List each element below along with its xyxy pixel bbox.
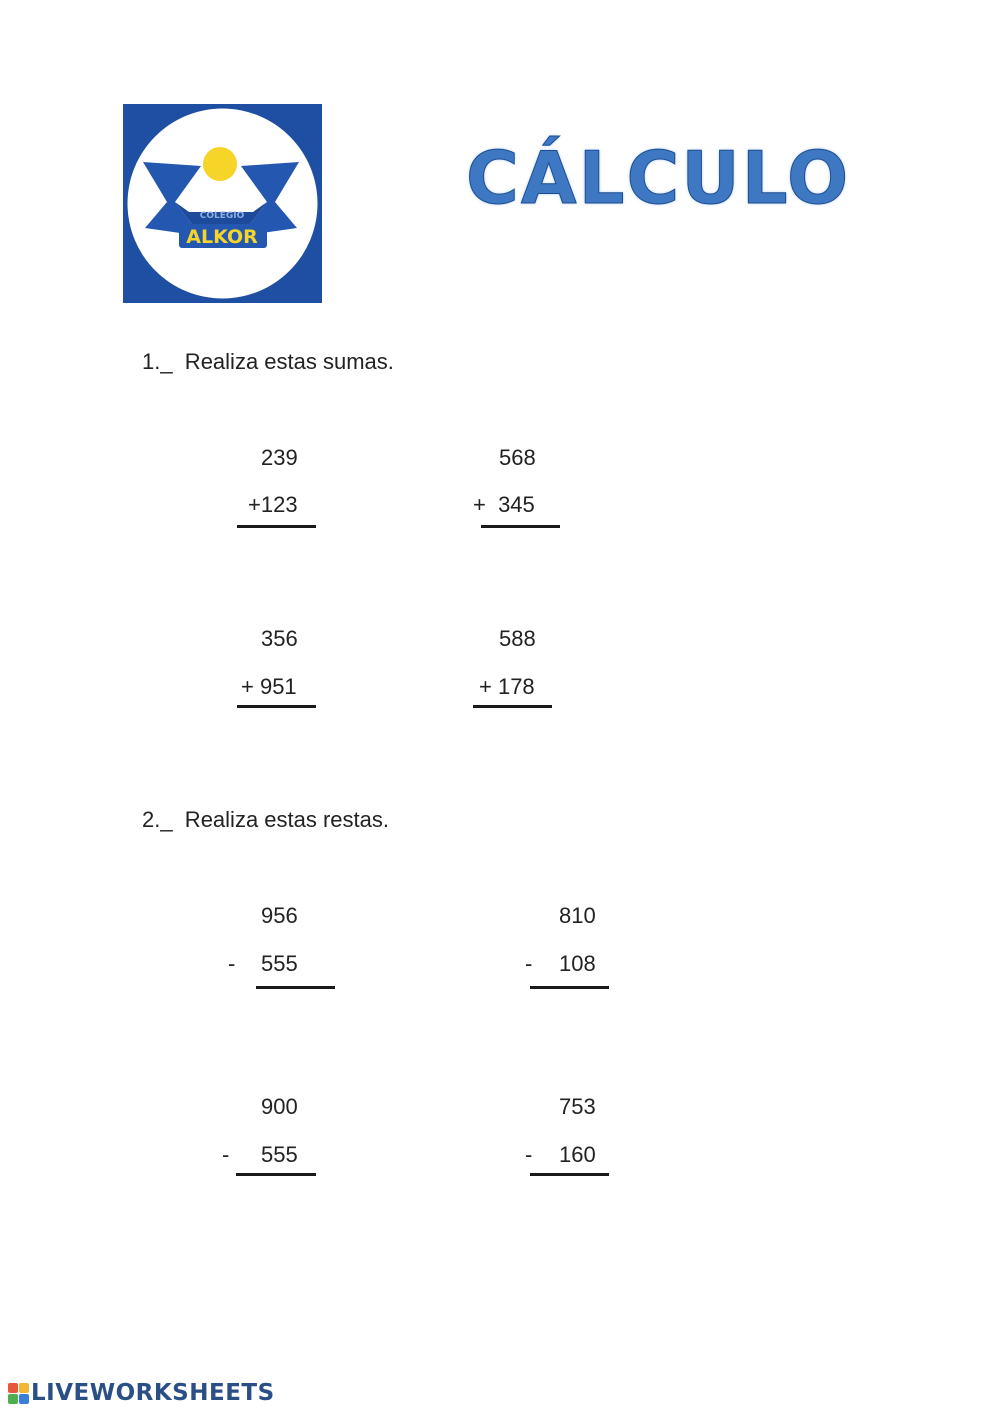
sub-3-operator: - [222, 1142, 230, 1167]
sum-3-answer-line [237, 705, 316, 708]
sum-2-top: 568 [499, 445, 536, 470]
sub-2-top: 810 [559, 903, 596, 928]
sun-icon [203, 147, 237, 181]
sub-1-top: 956 [261, 903, 298, 928]
sum-4-top: 588 [499, 626, 536, 651]
sub-3-bottom: 555 [261, 1142, 298, 1167]
instruction-sums: 1._ Realiza estas sumas. [142, 349, 394, 374]
instruction-subtractions: 2._ Realiza estas restas. [142, 807, 390, 832]
sub-1-answer-line [256, 986, 335, 989]
school-logo-graphic [123, 104, 322, 303]
sub-4-operator: - [525, 1142, 533, 1167]
sub-3-answer-line [236, 1173, 316, 1176]
school-logo [123, 104, 322, 303]
sum-2-bottom: + 345 [473, 492, 535, 517]
sub-4-bottom: 160 [559, 1142, 596, 1167]
sub-4-top: 753 [559, 1094, 596, 1119]
sum-4-answer-line [473, 705, 552, 708]
sub-3-top: 900 [261, 1094, 298, 1119]
sub-2-bottom: 108 [559, 951, 596, 976]
footer-brand [8, 1380, 275, 1406]
sum-3-bottom: + 951 [241, 674, 297, 699]
sum-2-answer-line [481, 525, 560, 528]
logo-upper-text: COLEGIO [199, 211, 245, 221]
sub-1-operator: - [228, 951, 236, 976]
sub-2-operator: - [525, 951, 533, 976]
sum-1-bottom: +123 [248, 492, 298, 517]
sub-4-answer-line [530, 1173, 609, 1176]
sum-4-bottom: + 178 [479, 674, 535, 699]
sum-1-top: 239 [261, 445, 298, 470]
sub-1-bottom: 555 [261, 951, 298, 976]
sum-3-top: 356 [261, 626, 298, 651]
sum-1-answer-line [237, 525, 316, 528]
sub-2-answer-line [530, 986, 609, 989]
liveworksheets-logo-icon [8, 1383, 29, 1404]
logo-lower-text: ALKOR [186, 226, 258, 248]
page-title: CÁLCULO [466, 136, 851, 220]
footer-brand-text: LIVEWORKSHEETS [31, 1380, 275, 1406]
